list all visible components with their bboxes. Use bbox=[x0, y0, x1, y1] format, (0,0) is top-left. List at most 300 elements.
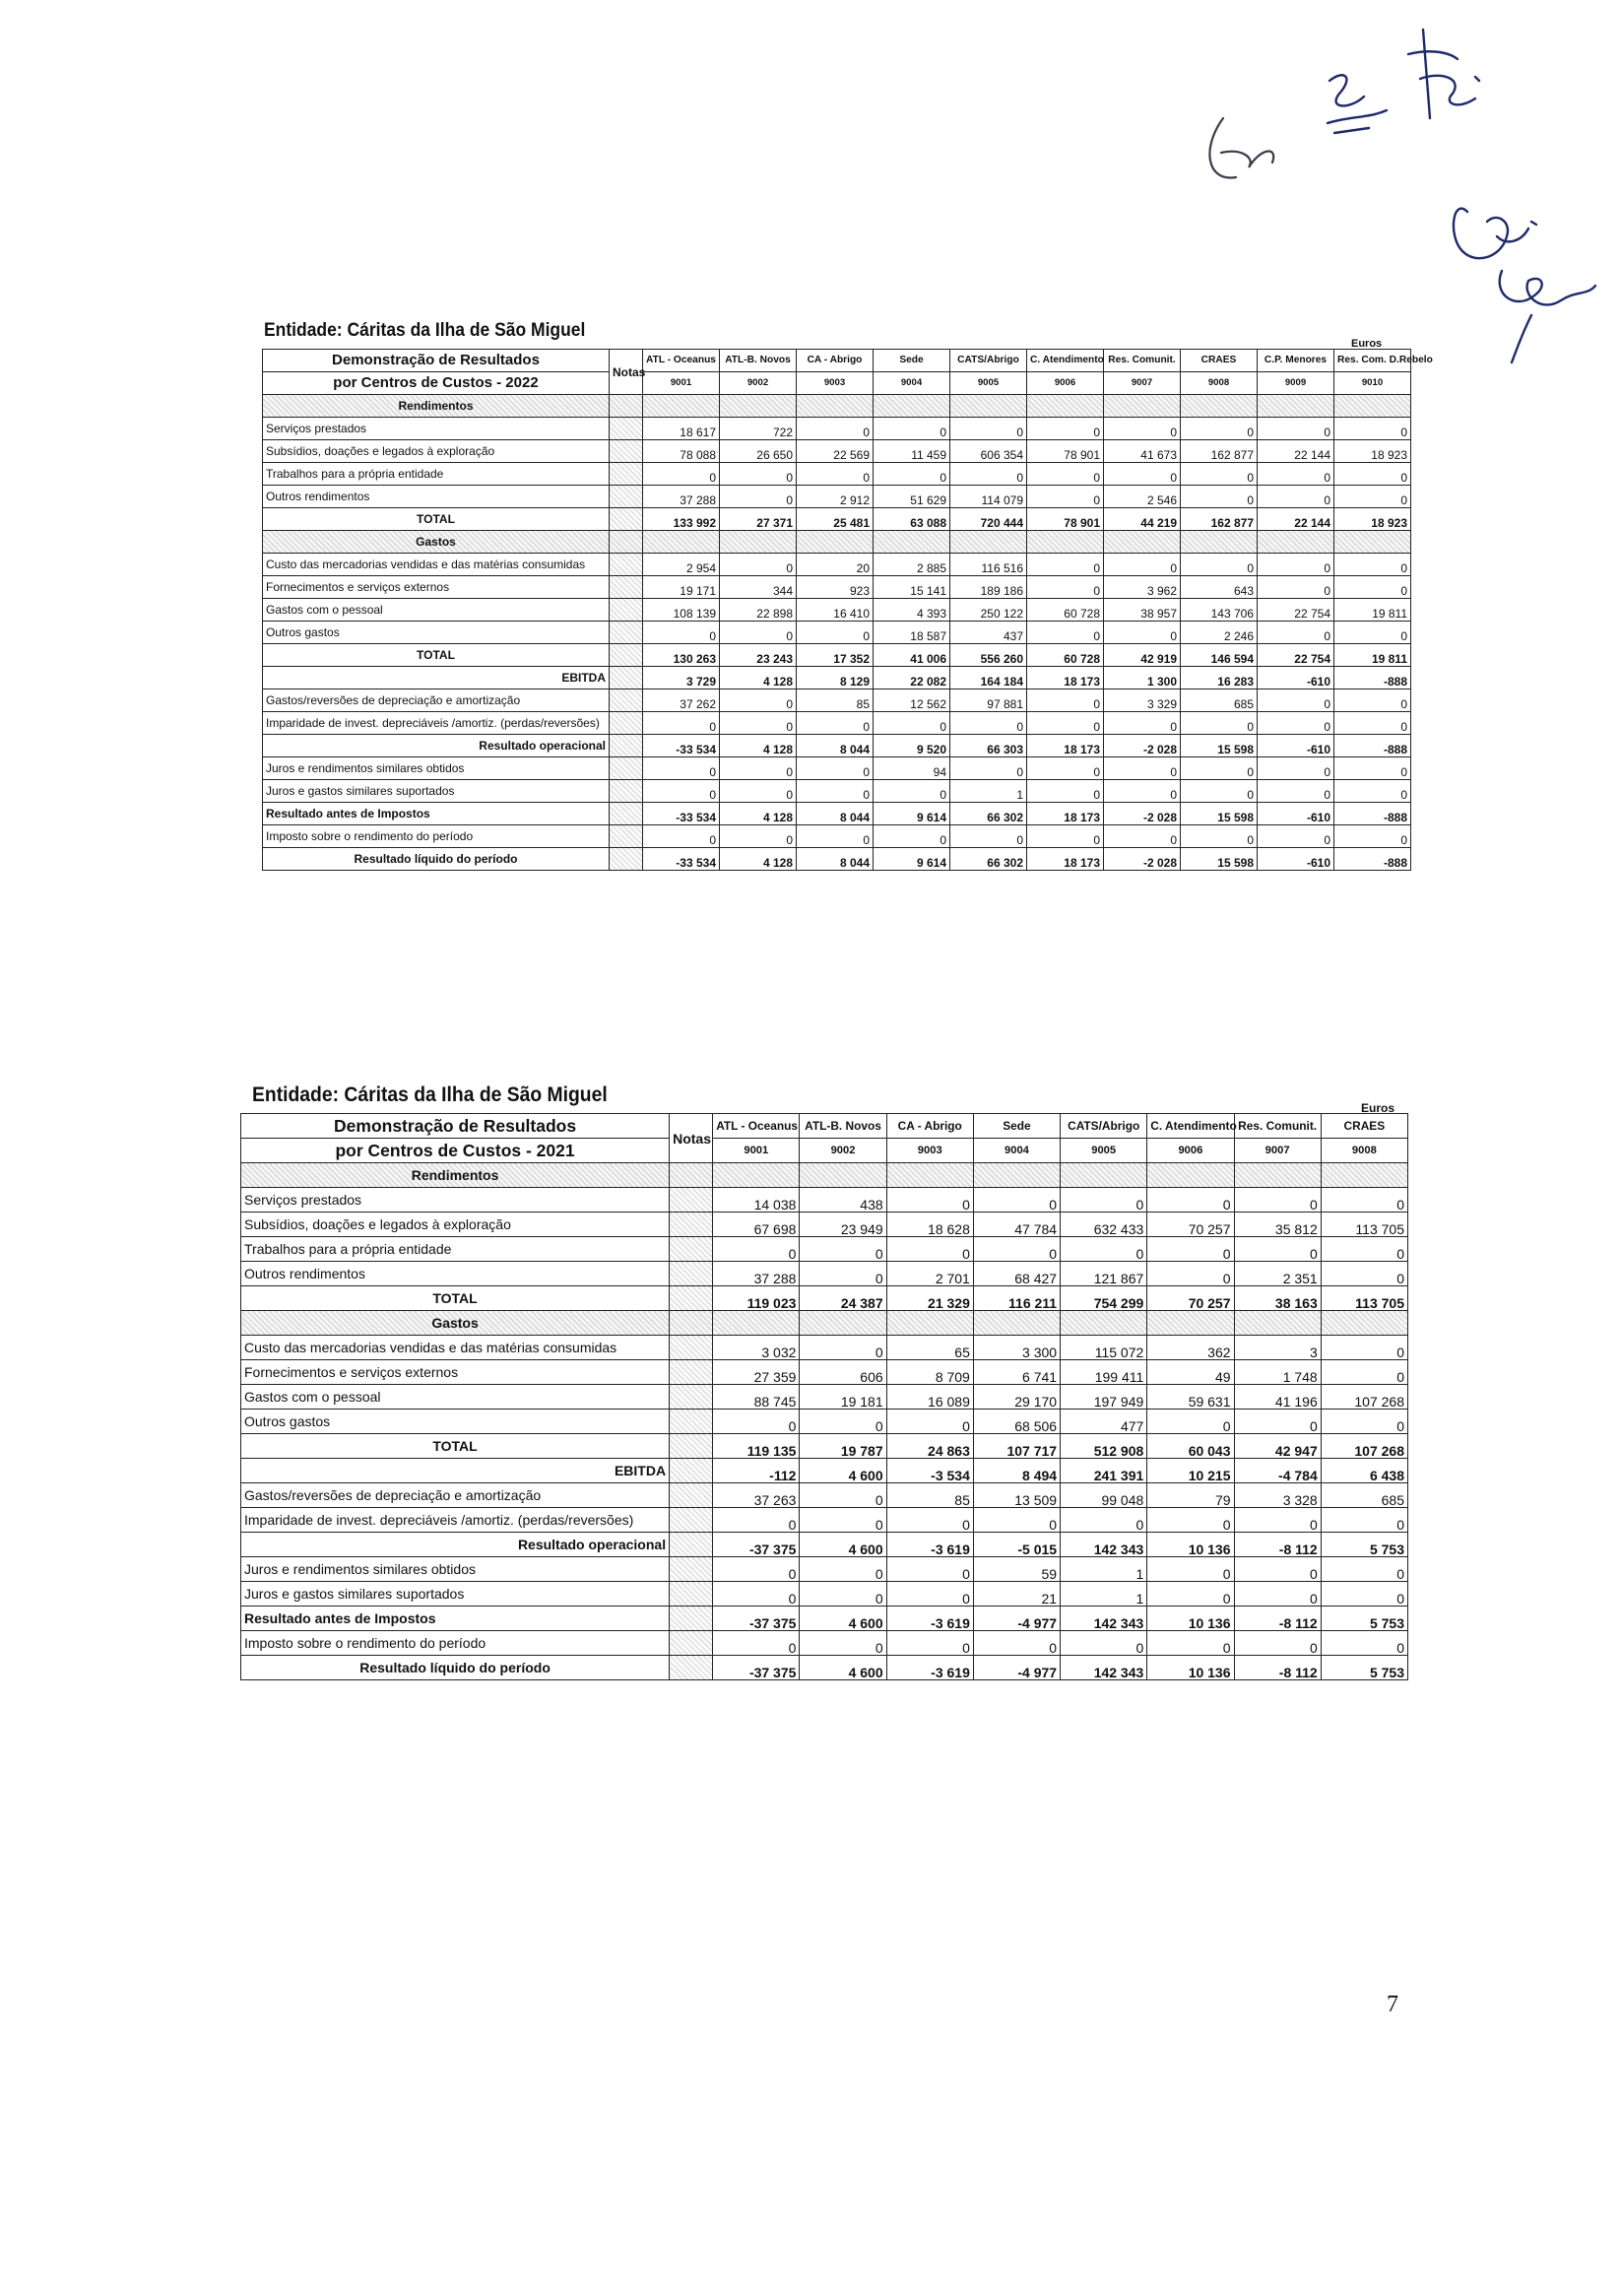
value-cell: 0 bbox=[643, 712, 720, 735]
income-statement-table-2022 bbox=[262, 349, 1433, 871]
notas-cell bbox=[610, 689, 643, 712]
value-cell: -4 977 bbox=[973, 1656, 1060, 1680]
value-cell: 0 bbox=[1027, 689, 1104, 712]
row-label: Resultado líquido do período bbox=[241, 1656, 670, 1680]
value-cell: 18 173 bbox=[1027, 735, 1104, 757]
notas-cell bbox=[670, 1286, 713, 1311]
statement-title: Demonstração de Resultados bbox=[263, 350, 610, 372]
value-cell: 23 949 bbox=[800, 1213, 886, 1237]
value-cell: 10 215 bbox=[1147, 1459, 1234, 1483]
value-cell: 2 885 bbox=[874, 554, 950, 576]
value-cell: -888 bbox=[1334, 667, 1411, 689]
value-cell: 133 992 bbox=[643, 508, 720, 531]
value-cell: 0 bbox=[1334, 780, 1411, 803]
value-cell: 0 bbox=[1147, 1188, 1234, 1213]
header-row bbox=[263, 372, 1411, 395]
value-cell: 78 901 bbox=[1027, 508, 1104, 531]
value-cell: 162 877 bbox=[1181, 440, 1258, 463]
value-cell: 0 bbox=[973, 1631, 1060, 1656]
value-cell: 0 bbox=[950, 712, 1027, 735]
value-cell: 0 bbox=[1104, 418, 1181, 440]
value-cell: 0 bbox=[1061, 1508, 1147, 1533]
value-cell: 5 753 bbox=[1321, 1656, 1407, 1680]
value-cell: 0 bbox=[1258, 576, 1334, 599]
value-cell: 0 bbox=[874, 825, 950, 848]
value-cell: 4 600 bbox=[800, 1459, 886, 1483]
value-cell: 754 299 bbox=[1061, 1286, 1147, 1311]
table-row bbox=[263, 599, 1411, 622]
row-label: TOTAL bbox=[263, 508, 610, 531]
value-cell: 0 bbox=[1258, 463, 1334, 486]
value-cell: 606 bbox=[800, 1360, 886, 1385]
value-cell: 68 427 bbox=[973, 1262, 1060, 1286]
column-header: C.P. Menores bbox=[1258, 350, 1334, 372]
value-cell: 10 136 bbox=[1147, 1656, 1234, 1680]
value-cell: 0 bbox=[1334, 825, 1411, 848]
notas-cell bbox=[610, 531, 643, 554]
value-cell: -3 619 bbox=[886, 1607, 973, 1631]
notas-cell bbox=[670, 1213, 713, 1237]
section-filler bbox=[1104, 395, 1181, 418]
section-gastos bbox=[241, 1311, 1408, 1336]
section-filler bbox=[713, 1311, 800, 1336]
value-cell: 0 bbox=[1258, 757, 1334, 780]
value-cell: 47 784 bbox=[973, 1213, 1060, 1237]
value-cell: 685 bbox=[1321, 1483, 1407, 1508]
value-cell: 12 562 bbox=[874, 689, 950, 712]
value-cell: 437 bbox=[950, 622, 1027, 644]
value-cell: 0 bbox=[1334, 463, 1411, 486]
value-cell: 0 bbox=[1234, 1410, 1321, 1434]
value-cell: 37 288 bbox=[713, 1262, 800, 1286]
value-cell: 0 bbox=[797, 463, 874, 486]
value-cell: 22 144 bbox=[1258, 440, 1334, 463]
value-cell: 4 393 bbox=[874, 599, 950, 622]
value-cell: -2 028 bbox=[1104, 803, 1181, 825]
value-cell: 0 bbox=[800, 1508, 886, 1533]
value-cell: 67 698 bbox=[713, 1213, 800, 1237]
value-cell: 38 163 bbox=[1234, 1286, 1321, 1311]
value-cell: 199 411 bbox=[1061, 1360, 1147, 1385]
table-row bbox=[241, 1237, 1408, 1262]
value-cell: 0 bbox=[874, 780, 950, 803]
currency-label: Euros bbox=[1361, 1101, 1395, 1115]
notas-cell bbox=[610, 554, 643, 576]
value-cell: 0 bbox=[797, 757, 874, 780]
value-cell: 4 128 bbox=[720, 735, 797, 757]
value-cell: 362 bbox=[1147, 1336, 1234, 1360]
notas-cell bbox=[610, 825, 643, 848]
table-row bbox=[263, 644, 1411, 667]
value-cell: 0 bbox=[950, 825, 1027, 848]
column-header: Res. Comunit. bbox=[1234, 1114, 1321, 1139]
section-filler bbox=[1147, 1163, 1234, 1188]
value-cell: 0 bbox=[874, 712, 950, 735]
column-code: 9003 bbox=[797, 372, 874, 395]
table-row bbox=[241, 1459, 1408, 1483]
value-cell: 0 bbox=[1181, 486, 1258, 508]
value-cell: 0 bbox=[1027, 780, 1104, 803]
value-cell: 15 598 bbox=[1181, 735, 1258, 757]
value-cell: 10 136 bbox=[1147, 1533, 1234, 1557]
column-code: 9008 bbox=[1181, 372, 1258, 395]
value-cell: 70 257 bbox=[1147, 1213, 1234, 1237]
column-code: 9001 bbox=[713, 1139, 800, 1163]
notas-cell bbox=[670, 1311, 713, 1336]
entity-name: Entidade: Cáritas da Ilha de São Miguel bbox=[252, 1083, 608, 1106]
table-row bbox=[241, 1262, 1408, 1286]
value-cell: 0 bbox=[797, 418, 874, 440]
value-cell: 0 bbox=[1321, 1631, 1407, 1656]
value-cell: 0 bbox=[1027, 622, 1104, 644]
section-filler bbox=[1061, 1163, 1147, 1188]
value-cell: 0 bbox=[950, 757, 1027, 780]
page-number: 7 bbox=[1387, 1992, 1398, 2017]
notas-cell bbox=[670, 1410, 713, 1434]
row-label: Gastos com o pessoal bbox=[241, 1385, 670, 1410]
notas-cell bbox=[610, 735, 643, 757]
column-code: 9007 bbox=[1234, 1139, 1321, 1163]
value-cell: 60 728 bbox=[1027, 599, 1104, 622]
value-cell: 0 bbox=[1321, 1360, 1407, 1385]
value-cell: -37 375 bbox=[713, 1656, 800, 1680]
value-cell: 189 186 bbox=[950, 576, 1027, 599]
column-header: CRAES bbox=[1321, 1114, 1407, 1139]
column-header: ATL-B. Novos bbox=[720, 350, 797, 372]
value-cell: 0 bbox=[886, 1557, 973, 1582]
value-cell: 0 bbox=[973, 1237, 1060, 1262]
value-cell: 0 bbox=[950, 418, 1027, 440]
value-cell: 37 288 bbox=[643, 486, 720, 508]
notas-cell bbox=[670, 1459, 713, 1483]
value-cell: 0 bbox=[1027, 554, 1104, 576]
row-label: Subsídios, doações e legados à exploração bbox=[241, 1213, 670, 1237]
value-cell: 0 bbox=[713, 1508, 800, 1533]
value-cell: 2 246 bbox=[1181, 622, 1258, 644]
value-cell: 4 128 bbox=[720, 803, 797, 825]
value-cell: 0 bbox=[1234, 1188, 1321, 1213]
value-cell: 42 947 bbox=[1234, 1434, 1321, 1459]
value-cell: 0 bbox=[1061, 1237, 1147, 1262]
value-cell: 5 753 bbox=[1321, 1607, 1407, 1631]
value-cell: 0 bbox=[1027, 486, 1104, 508]
value-cell: -610 bbox=[1258, 803, 1334, 825]
value-cell: 66 302 bbox=[950, 803, 1027, 825]
column-code: 9001 bbox=[643, 372, 720, 395]
table-row bbox=[263, 508, 1411, 531]
value-cell: 8 494 bbox=[973, 1459, 1060, 1483]
value-cell: 0 bbox=[950, 463, 1027, 486]
notas-cell bbox=[670, 1163, 713, 1188]
value-cell: 0 bbox=[1334, 486, 1411, 508]
value-cell: 10 136 bbox=[1147, 1607, 1234, 1631]
notas-cell bbox=[610, 418, 643, 440]
column-header: CATS/Abrigo bbox=[1061, 1114, 1147, 1139]
table-row bbox=[241, 1434, 1408, 1459]
table-row bbox=[241, 1533, 1408, 1557]
value-cell: 0 bbox=[797, 780, 874, 803]
value-cell: 0 bbox=[1147, 1557, 1234, 1582]
value-cell: 0 bbox=[1061, 1188, 1147, 1213]
value-cell: 0 bbox=[1321, 1188, 1407, 1213]
notas-cell bbox=[670, 1557, 713, 1582]
table-row bbox=[263, 825, 1411, 848]
value-cell: 18 173 bbox=[1027, 848, 1104, 871]
notas-cell bbox=[670, 1508, 713, 1533]
value-cell: 5 753 bbox=[1321, 1533, 1407, 1557]
value-cell: -3 534 bbox=[886, 1459, 973, 1483]
value-cell: -5 015 bbox=[973, 1533, 1060, 1557]
value-cell: 18 923 bbox=[1334, 508, 1411, 531]
value-cell: 68 506 bbox=[973, 1410, 1060, 1434]
table-row bbox=[241, 1213, 1408, 1237]
value-cell: 0 bbox=[720, 757, 797, 780]
section-gastos bbox=[263, 531, 1411, 554]
value-cell: 0 bbox=[1334, 622, 1411, 644]
value-cell: 197 949 bbox=[1061, 1385, 1147, 1410]
value-cell: 0 bbox=[800, 1410, 886, 1434]
value-cell: 3 032 bbox=[713, 1336, 800, 1360]
value-cell: 142 343 bbox=[1061, 1607, 1147, 1631]
value-cell: 477 bbox=[1061, 1410, 1147, 1434]
value-cell: 0 bbox=[1234, 1237, 1321, 1262]
value-cell: 107 268 bbox=[1321, 1434, 1407, 1459]
value-cell: -2 028 bbox=[1104, 735, 1181, 757]
value-cell: 0 bbox=[1104, 463, 1181, 486]
value-cell: 0 bbox=[973, 1188, 1060, 1213]
value-cell: 0 bbox=[1104, 554, 1181, 576]
value-cell: 11 459 bbox=[874, 440, 950, 463]
section-filler bbox=[800, 1163, 886, 1188]
value-cell: 0 bbox=[1334, 576, 1411, 599]
value-cell: 250 122 bbox=[950, 599, 1027, 622]
value-cell: 1 bbox=[950, 780, 1027, 803]
value-cell: 60 043 bbox=[1147, 1434, 1234, 1459]
currency-label: Euros bbox=[1351, 338, 1383, 350]
value-cell: 0 bbox=[713, 1237, 800, 1262]
value-cell: -3 619 bbox=[886, 1533, 973, 1557]
value-cell: -8 112 bbox=[1234, 1607, 1321, 1631]
column-code: 9006 bbox=[1147, 1139, 1234, 1163]
notas-cell bbox=[670, 1385, 713, 1410]
income-statement-table-2021 bbox=[240, 1113, 1408, 1680]
value-cell: 0 bbox=[1027, 825, 1104, 848]
section-filler bbox=[1234, 1311, 1321, 1336]
section-filler bbox=[1027, 395, 1104, 418]
section-filler bbox=[1321, 1311, 1407, 1336]
value-cell: 0 bbox=[874, 463, 950, 486]
value-cell: 0 bbox=[1258, 780, 1334, 803]
value-cell: 0 bbox=[643, 622, 720, 644]
value-cell: 19 787 bbox=[800, 1434, 886, 1459]
value-cell: 0 bbox=[1027, 418, 1104, 440]
value-cell: 0 bbox=[1334, 418, 1411, 440]
row-label: TOTAL bbox=[241, 1434, 670, 1459]
value-cell: 0 bbox=[874, 418, 950, 440]
value-cell: 41 196 bbox=[1234, 1385, 1321, 1410]
notas-cell bbox=[670, 1631, 713, 1656]
value-cell: -888 bbox=[1334, 735, 1411, 757]
value-cell: 37 263 bbox=[713, 1483, 800, 1508]
value-cell: 0 bbox=[1321, 1262, 1407, 1286]
section-filler bbox=[973, 1163, 1060, 1188]
value-cell: 6 438 bbox=[1321, 1459, 1407, 1483]
value-cell: 4 600 bbox=[800, 1656, 886, 1680]
row-label: Outros gastos bbox=[263, 622, 610, 644]
section-filler bbox=[1181, 531, 1258, 554]
section-filler bbox=[643, 395, 720, 418]
value-cell: 15 598 bbox=[1181, 803, 1258, 825]
value-cell: 121 867 bbox=[1061, 1262, 1147, 1286]
value-cell: 0 bbox=[1061, 1631, 1147, 1656]
value-cell: -610 bbox=[1258, 667, 1334, 689]
table-row bbox=[263, 554, 1411, 576]
header-row bbox=[241, 1139, 1408, 1163]
value-cell: 66 303 bbox=[950, 735, 1027, 757]
row-label: EBITDA bbox=[241, 1459, 670, 1483]
value-cell: 24 863 bbox=[886, 1434, 973, 1459]
value-cell: -3 619 bbox=[886, 1656, 973, 1680]
section-filler bbox=[874, 531, 950, 554]
value-cell: 51 629 bbox=[874, 486, 950, 508]
value-cell: 2 701 bbox=[886, 1262, 973, 1286]
value-cell: 142 343 bbox=[1061, 1656, 1147, 1680]
value-cell: 0 bbox=[720, 712, 797, 735]
notas-cell bbox=[670, 1483, 713, 1508]
table-row bbox=[241, 1360, 1408, 1385]
value-cell: 438 bbox=[800, 1188, 886, 1213]
table-row bbox=[263, 689, 1411, 712]
notas-cell bbox=[670, 1533, 713, 1557]
value-cell: 0 bbox=[800, 1582, 886, 1607]
column-header: CA - Abrigo bbox=[797, 350, 874, 372]
value-cell: 0 bbox=[800, 1557, 886, 1582]
value-cell: 20 bbox=[797, 554, 874, 576]
value-cell: 0 bbox=[1181, 780, 1258, 803]
notas-cell bbox=[670, 1336, 713, 1360]
value-cell: 0 bbox=[1234, 1582, 1321, 1607]
section-filler bbox=[643, 531, 720, 554]
entity-name: Entidade: Cáritas da Ilha de São Miguel bbox=[264, 320, 586, 341]
value-cell: 0 bbox=[800, 1483, 886, 1508]
value-cell: 4 128 bbox=[720, 667, 797, 689]
section-filler bbox=[950, 395, 1027, 418]
row-label: Gastos com o pessoal bbox=[263, 599, 610, 622]
section-filler bbox=[797, 395, 874, 418]
value-cell: 18 923 bbox=[1334, 440, 1411, 463]
row-label: Serviços prestados bbox=[263, 418, 610, 440]
value-cell: 59 631 bbox=[1147, 1385, 1234, 1410]
value-cell: 0 bbox=[1321, 1336, 1407, 1360]
table-row bbox=[241, 1607, 1408, 1631]
value-cell: 41 673 bbox=[1104, 440, 1181, 463]
row-label: Trabalhos para a própria entidade bbox=[263, 463, 610, 486]
value-cell: 142 343 bbox=[1061, 1533, 1147, 1557]
column-header: CRAES bbox=[1181, 350, 1258, 372]
value-cell: 16 089 bbox=[886, 1385, 973, 1410]
value-cell: 130 263 bbox=[643, 644, 720, 667]
value-cell: 19 181 bbox=[800, 1385, 886, 1410]
row-label: TOTAL bbox=[241, 1286, 670, 1311]
row-label: Custo das mercadorias vendidas e das matérias consumidas bbox=[241, 1336, 670, 1360]
table-row bbox=[263, 486, 1411, 508]
value-cell: 22 754 bbox=[1258, 644, 1334, 667]
value-cell: 27 371 bbox=[720, 508, 797, 531]
value-cell: 27 359 bbox=[713, 1360, 800, 1385]
value-cell: 37 262 bbox=[643, 689, 720, 712]
value-cell: 0 bbox=[1321, 1557, 1407, 1582]
value-cell: -112 bbox=[713, 1459, 800, 1483]
section-filler bbox=[1258, 395, 1334, 418]
value-cell: 685 bbox=[1181, 689, 1258, 712]
value-cell: 0 bbox=[1258, 689, 1334, 712]
notas-cell bbox=[610, 463, 643, 486]
value-cell: 42 919 bbox=[1104, 644, 1181, 667]
header-row bbox=[241, 1114, 1408, 1139]
value-cell: -37 375 bbox=[713, 1533, 800, 1557]
table-row bbox=[263, 667, 1411, 689]
value-cell: 114 079 bbox=[950, 486, 1027, 508]
value-cell: 21 329 bbox=[886, 1286, 973, 1311]
value-cell: 0 bbox=[1027, 757, 1104, 780]
value-cell: 0 bbox=[886, 1410, 973, 1434]
column-code: 9002 bbox=[800, 1139, 886, 1163]
value-cell: 164 184 bbox=[950, 667, 1027, 689]
value-cell: 0 bbox=[973, 1508, 1060, 1533]
value-cell: 116 211 bbox=[973, 1286, 1060, 1311]
value-cell: 0 bbox=[886, 1631, 973, 1656]
value-cell: 2 954 bbox=[643, 554, 720, 576]
row-label: Trabalhos para a própria entidade bbox=[241, 1237, 670, 1262]
value-cell: 241 391 bbox=[1061, 1459, 1147, 1483]
value-cell: 2 351 bbox=[1234, 1262, 1321, 1286]
column-header: ATL - Oceanus bbox=[643, 350, 720, 372]
value-cell: -8 112 bbox=[1234, 1533, 1321, 1557]
row-label: Juros e gastos similares suportados bbox=[241, 1582, 670, 1607]
notas-cell bbox=[610, 667, 643, 689]
section-label: Gastos bbox=[241, 1311, 670, 1336]
column-code: 9007 bbox=[1104, 372, 1181, 395]
value-cell: 0 bbox=[1334, 712, 1411, 735]
column-header: CATS/Abrigo bbox=[950, 350, 1027, 372]
value-cell: 3 729 bbox=[643, 667, 720, 689]
value-cell: 0 bbox=[1334, 554, 1411, 576]
statement-subtitle: por Centros de Custos - 2021 bbox=[241, 1139, 670, 1163]
notas-cell bbox=[610, 440, 643, 463]
value-cell: 22 569 bbox=[797, 440, 874, 463]
value-cell: 0 bbox=[720, 622, 797, 644]
value-cell: 3 328 bbox=[1234, 1483, 1321, 1508]
value-cell: 0 bbox=[1234, 1508, 1321, 1533]
column-header: ATL-B. Novos bbox=[800, 1114, 886, 1139]
value-cell: 0 bbox=[713, 1582, 800, 1607]
value-cell: 0 bbox=[1321, 1582, 1407, 1607]
section-filler bbox=[1061, 1311, 1147, 1336]
value-cell: 0 bbox=[1234, 1631, 1321, 1656]
section-filler bbox=[886, 1311, 973, 1336]
value-cell: 0 bbox=[1027, 576, 1104, 599]
value-cell: 8 709 bbox=[886, 1360, 973, 1385]
section-rendimentos bbox=[241, 1163, 1408, 1188]
value-cell: 0 bbox=[713, 1631, 800, 1656]
value-cell: 0 bbox=[1334, 689, 1411, 712]
value-cell: 24 387 bbox=[800, 1286, 886, 1311]
value-cell: 0 bbox=[1234, 1557, 1321, 1582]
value-cell: 632 433 bbox=[1061, 1213, 1147, 1237]
notas-cell bbox=[610, 757, 643, 780]
value-cell: 113 705 bbox=[1321, 1213, 1407, 1237]
value-cell: 107 268 bbox=[1321, 1385, 1407, 1410]
